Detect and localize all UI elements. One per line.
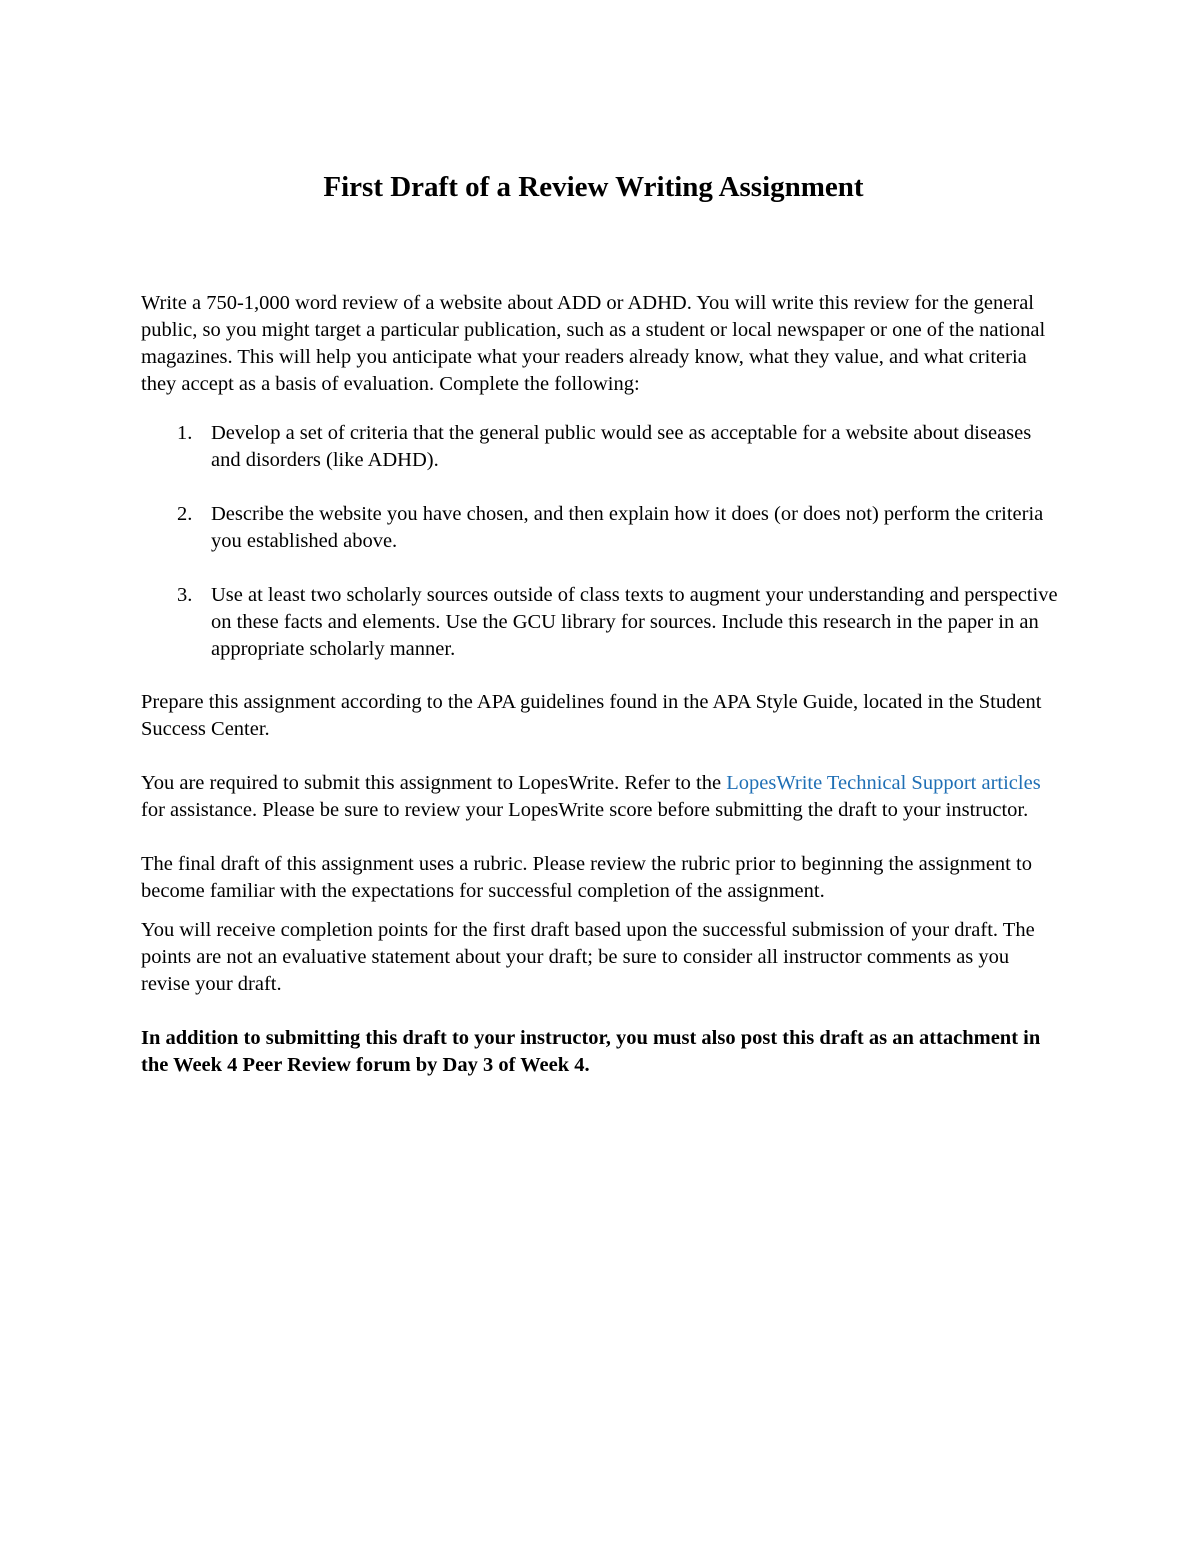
lopeswrite-support-link[interactable]: LopesWrite Technical Support articles xyxy=(726,772,1041,794)
document-title: First Draft of a Review Writing Assignment xyxy=(323,171,864,203)
intro-paragraph: Write a 750-1,000 word review of a website about ADD or ADHD. You will write this review for the general public, so you might target a particular publication, such as a student or local newspaper or one of the national magazines. This will help you anticipate what your readers already know, what they value, and what criteria they accept as a basis of evaluation. Complete the following: xyxy=(141,292,1046,395)
document-body xyxy=(141,168,1061,1079)
rubric-paragraph: The final draft of this assignment uses a rubric. Please review the rubric prior to beginning the assignment to become familiar with the expectations for successful completion of the assignment. xyxy=(141,853,1032,902)
apa-paragraph: Prepare this assignment according to the APA guidelines found in the APA Style Guide, located in the Student Success Center. xyxy=(141,691,1042,740)
peer-review-notice: In addition to submitting this draft to your instructor, you must also post this draft as an attachment in the Week 4 Peer Review forum by Day 3 of Week 4. xyxy=(141,1027,1041,1076)
list-item-text: Develop a set of criteria that the general public would see as acceptable for a website about diseases and disorders (like ADHD). xyxy=(211,422,1032,471)
list-item-number: 1. xyxy=(177,422,193,444)
lopeswrite-text-before: You are required to submit this assignment to LopesWrite. Refer to the xyxy=(141,772,727,794)
list-item xyxy=(141,420,1061,474)
steps-list xyxy=(141,420,1061,663)
lopeswrite-text-after: for assistance. Please be sure to review your LopesWrite score before submitting the draft to your instructor. xyxy=(141,799,1029,821)
list-item xyxy=(141,582,1061,663)
list-item-number: 3. xyxy=(177,584,193,606)
completion-points-paragraph: You will receive completion points for the first draft based upon the successful submission of your draft. The points are not an evaluative statement about your draft; be sure to consider all instructor comments as you revise your draft. xyxy=(141,919,1035,995)
list-item-text: Describe the website you have chosen, and then explain how it does (or does not) perform the criteria you established above. xyxy=(211,503,1044,552)
list-item xyxy=(141,501,1061,555)
list-item-number: 2. xyxy=(177,503,193,525)
list-item-text: Use at least two scholarly sources outside of class texts to augment your understanding and perspective on these facts and elements. Use the GCU library for sources. Include this research in the paper in an appropriate scholarly manner. xyxy=(211,584,1058,660)
lopeswrite-paragraph xyxy=(141,770,1061,824)
